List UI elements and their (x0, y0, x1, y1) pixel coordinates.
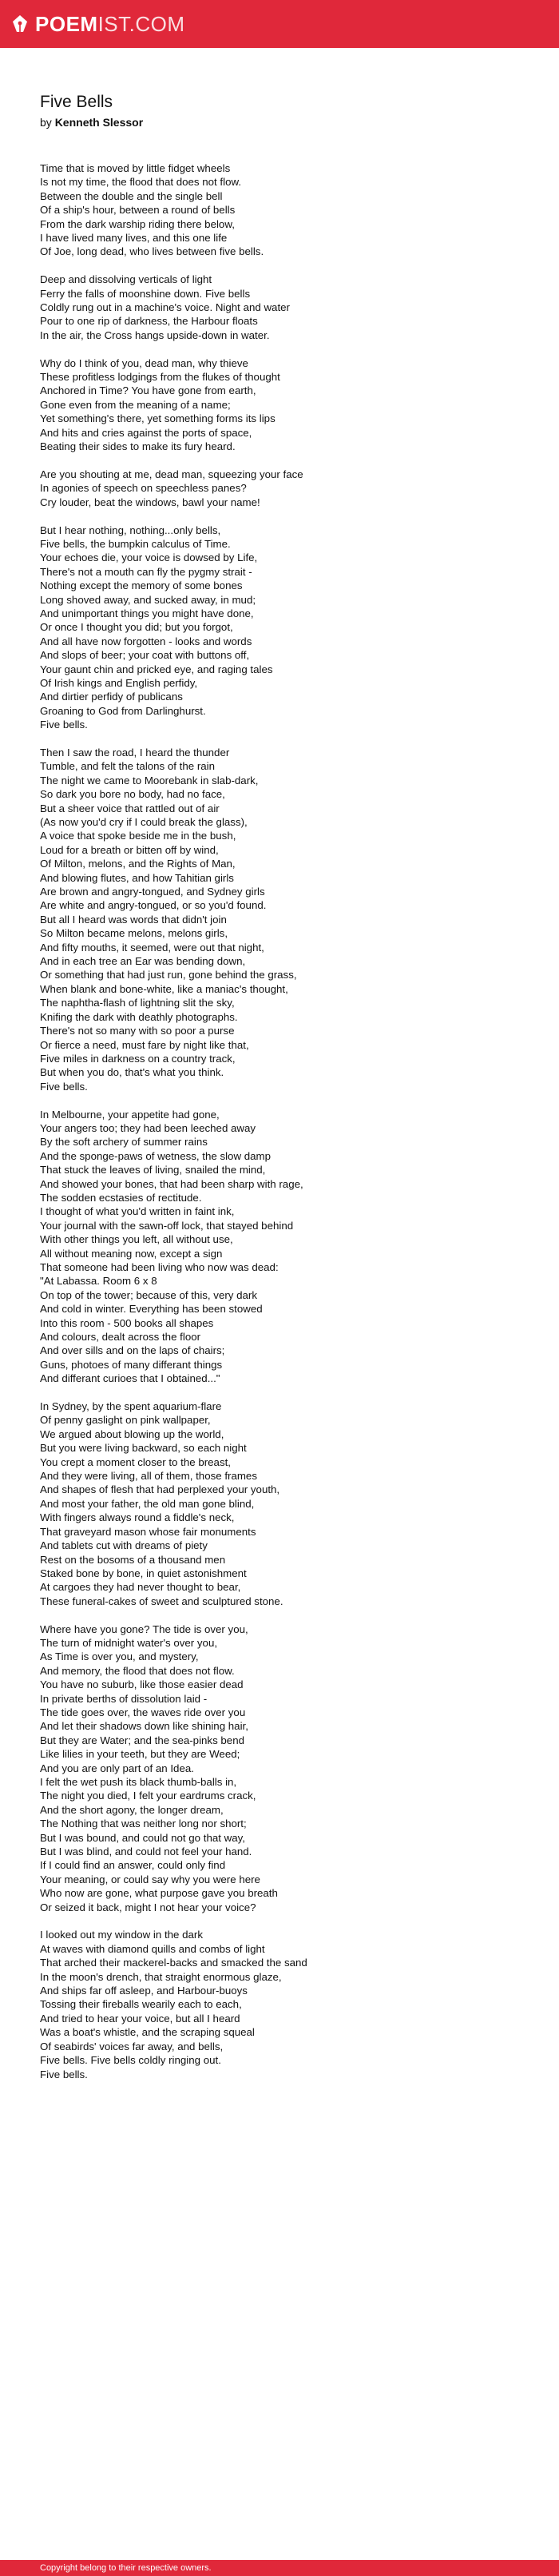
stanza: Are you shouting at me, dead man, squeezing your face In agonies of speech on speechless panes? Cry louder, beat the windows, bawl your name! (40, 468, 303, 508)
poem-byline (40, 115, 519, 129)
site-footer (0, 2560, 559, 2576)
stanza: Deep and dissolving verticals of light Ferry the falls of moonshine down. Five bells Coldly rung out in a machine's voice. Night and water Pour to one rip of darkness, the Harbour floats In the air, the Cross hangs upside-down in water. (40, 273, 290, 341)
site-logo-link[interactable] (11, 12, 185, 37)
stanza: But I hear nothing, nothing...only bells, Five bells, the bumpkin calculus of Time. Your echoes die, your voice is dowsed by Life, There's not a mouth can fly the pygmy strait - Nothing except the memory of some bones Long shoved away, and sucked away, in mud; And unimportant things you might have done, Or once I thought you did; but you forgot, And all have now forgotten - looks and words And slops of beer; your coat with buttons off, Your gaunt chin and pricked eye, and raging tales Of Irish kings and English perfidy, And dirtier perfidy of publicans Groaning to God from Darlinghurst. Five bells. (40, 524, 273, 731)
stanza: In Sydney, by the spent aquarium-flare Of penny gaslight on pink wallpaper, We argued about blowing up the world, But you were living backward, so each night You crept a moment closer to the breast, And they were living, all of them, those frames And shapes of flesh that had perplexed your youth, And most your father, the old man gone blind, With fingers always round a fiddle's neck, That graveyard mason whose fair monuments And tablets cut with dreams of piety Rest on the bosoms of a thousand men Staked bone by bone, in quiet astonishment At cargoes they had never thought to bear, These funeral-cakes of sweet and sculptured stone. (40, 1400, 283, 1607)
site-header (0, 0, 559, 48)
poem-content (0, 92, 559, 2081)
byline-prefix: by (40, 116, 52, 129)
pen-nib-icon (11, 14, 29, 34)
copyright-text: Copyright belong to their respective owners. (40, 2563, 212, 2573)
stanza: Time that is moved by little fidget wheels Is not my time, the flood that does not flow. Between the double and the single bell Of a ship's hour, between a round of bells From the dark warship riding there below, I have lived many lives, and this one life Of Joe, long dead, who lives between five bells. (40, 162, 264, 258)
poem-body (40, 161, 519, 2081)
stanza: Why do I think of you, dead man, why thieve These profitless lodgings from the flukes of thought Anchored in Time? You have gone from earth, Gone even from the meaning of a name; Yet something's there, yet something forms its lips And hits and cries against the ports of space, Beating their sides to make its fury heard. (40, 356, 280, 453)
author-link[interactable]: Kenneth Slessor (54, 116, 144, 129)
logo-text-bold: POEM (35, 11, 98, 36)
stanza: In Melbourne, your appetite had gone, Your angers too; they had been leeched away By the soft archery of summer rains And the sponge-paws of wetness, the slow damp That stuck the leaves of living, snailed the mind, And showed your bones, that had been sharp with rage, The sodden ecstasies of rectitude. I thought of what you'd written in faint ink, Your journal with the sawn-off lock, that stayed behind With other things you left, all without use, All without meaning now, except a sign That someone had been living who now was dead: "At Labassa. Room 6 x 8 On top of the tower; because of this, very dark And cold in winter. Everything has been stowed Into this room - 500 books all shapes And colours, dealt across the floor And over sills and on the laps of chairs; Guns, photoes of many differant things And differant curioes that I obtained..." (40, 1108, 303, 1385)
stanza: Then I saw the road, I heard the thunder Tumble, and felt the talons of the rain The night we came to Moorebank in slab-dark, So dark you bore no body, had no face, But a sheer voice that rattled out of air (As now you'd cry if I could break the glass), A voice that spoke beside me in the bush, Loud for a breath or bitten off by wind, Of Milton, melons, and the Rights of Man, And blowing flutes, and how Tahitian girls Are brown and angry-tongued, and Sydney girls Are white and angry-tongued, or so you'd found. But all I heard was words that didn't join So Milton became melons, melons girls, And fifty mouths, it seemed, were out that night, And in each tree an Ear was bending down, Or something that had just run, gone behind the grass, When blank and bone-white, like a maniac's thought, The naphtha-flash of lightning slit the sky, Knifing the dark with deathly photographs. There's not so many with so poor a purse Or fierce a need, must fare by night like that, Five miles in darkness on a country track, But when you do, that's what you think. Five bells. (40, 746, 297, 1093)
stanza: I looked out my window in the dark At waves with diamond quills and combs of light That arched their mackerel-backs and smacked the sand In the moon's drench, that straight enormous glaze, And ships far off asleep, and Harbour-buoys Tossing their fireballs wearily each to each, And tried to hear your voice, but all I heard Was a boat's whistle, and the scraping squeal Of seabirds' voices far away, and bells, Five bells. Five bells coldly ringing out. Five bells. (40, 1929, 307, 2080)
logo-text-light: IST.COM (97, 11, 185, 36)
poem-title: Five Bells (40, 93, 113, 111)
stanza: Where have you gone? The tide is over you, The turn of midnight water's over you, As Time is over you, and mystery, And memory, the flood that does not flow. You have no suburb, like those easier dead In private berths of dissolution laid - The tide goes over, the waves ride over you And let their shadows down like shining hair, But they are Water; and the sea-pinks bend Like lilies in your teeth, but they are Weed; And you are only part of an Idea. I felt the wet push its black thumb-balls in, The night you died, I felt your eardrums crack, And the short agony, the longer dream, The Nothing that was neither long nor short; But I was bound, and could not go that way, But I was blind, and could not feel your hand. If I could find an answer, could only find Your meaning, or could say why you were here Who now are gone, what purpose gave you breath Or seized it back, might I not hear your voice? (40, 1622, 278, 1913)
